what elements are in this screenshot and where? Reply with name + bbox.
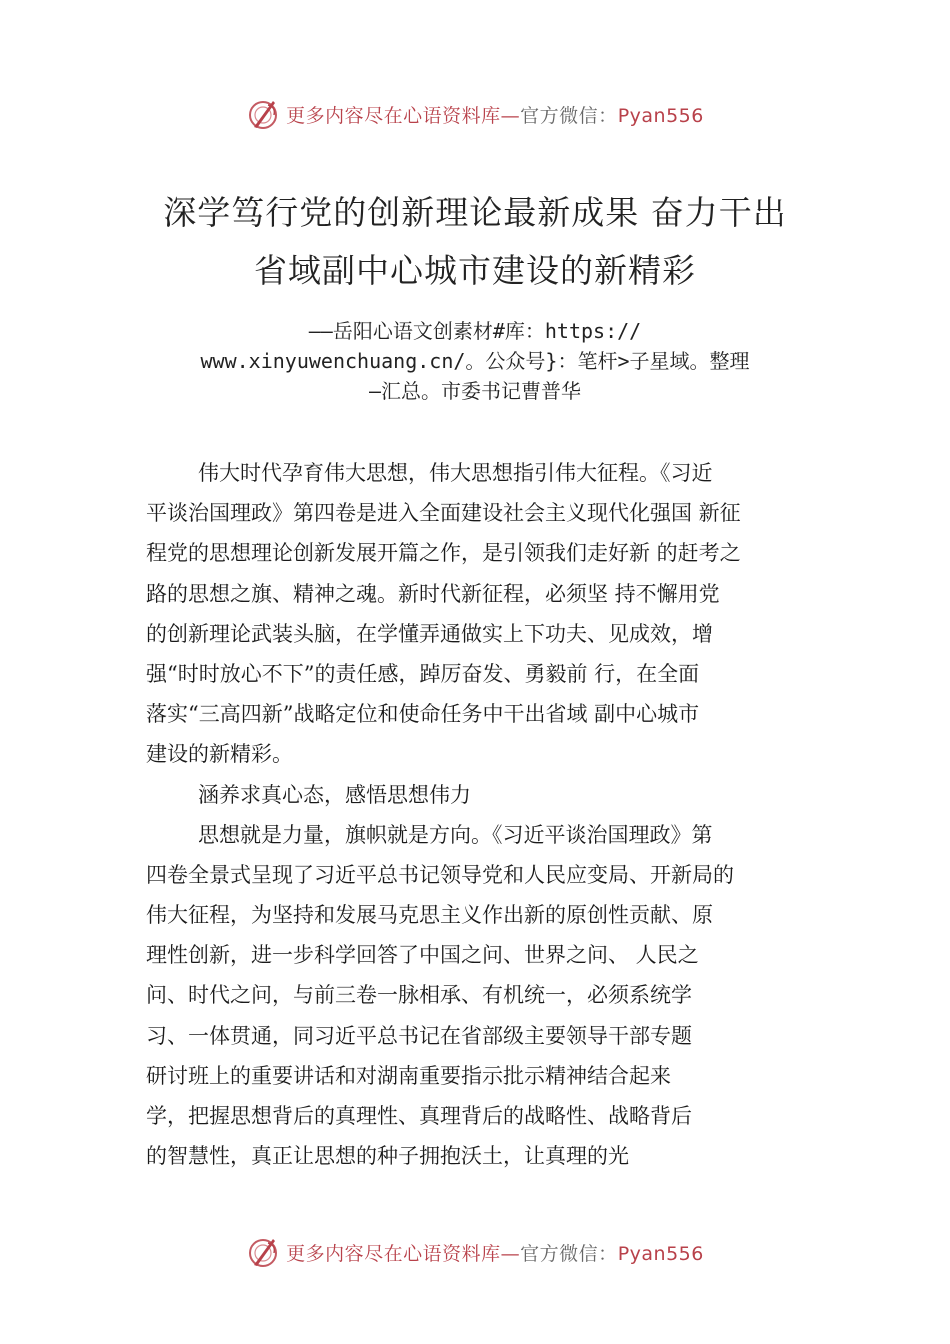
body-line: 四卷全景式呈现了习近平总书记领导党和人民应变局、开新局的	[146, 862, 734, 887]
body-line: 思想就是力量，旗帜就是方向。《习近平谈治国理政》第	[198, 822, 713, 847]
body-line: 建设的新精彩。	[146, 742, 293, 767]
watermark-banner-top	[0, 94, 950, 134]
document-title	[0, 184, 950, 300]
byline-line: —汇总。市委书记曹普华	[368, 379, 582, 403]
quill-logo-icon	[246, 1235, 280, 1269]
body-line: 伟大时代孕育伟大思想，伟大思想指引伟大征程。《习近	[198, 461, 713, 485]
body-line: 的创新理论武装头脑，在学懂弄通做实上下功夫、见成效，增	[146, 621, 713, 646]
title-line: 深学笃行党的创新理论最新成果 奋力干出	[163, 193, 787, 232]
quill-logo-icon	[246, 97, 280, 131]
document-body	[146, 453, 836, 1176]
section-heading: 涵养求真心态，感悟思想伟力	[198, 782, 471, 807]
body-line: 平谈治国理政》第四卷是进入全面建设社会主义现代化强国 新征	[146, 501, 741, 526]
body-line: 研讨班上的重要讲话和对湖南重要指示批示精神结合起来	[146, 1063, 671, 1088]
watermark-text: 更多内容尽在心语资料库—官方微信：Pyan556	[286, 1242, 704, 1265]
body-line: 程党的思想理论创新发展开篇之作，是引领我们走好新 的赶考之	[146, 541, 741, 566]
document-byline	[120, 316, 830, 406]
body-line: 问、时代之问，与前三卷一脉相承、有机统一，必须系统学	[146, 983, 692, 1008]
body-line: 理性创新，进一步科学回答了中国之问、世界之问、 人民之	[146, 943, 699, 968]
body-line: 路的思想之旗、精神之魂。新时代新征程，必须坚 持不懈用党	[146, 581, 720, 606]
watermark-banner-bottom	[0, 1232, 950, 1272]
body-line: 落实“三高四新”战略定位和使命任务中干出省域 副中心城市	[146, 702, 700, 727]
watermark-text: 更多内容尽在心语资料库—官方微信：Pyan556	[286, 104, 704, 127]
body-line: 习、一体贯通，同习近平总书记在省部级主要领导干部专题	[146, 1023, 692, 1048]
body-line: 伟大征程，为坚持和发展马克思主义作出新的原创性贡献、原	[146, 903, 713, 928]
body-line: 学，把握思想背后的真理性、真理背后的战略性、战略背后	[146, 1104, 692, 1128]
byline-line: www.xinyuwenchuang.cn/。公众号}：笔杆>子星域。整理	[200, 349, 750, 373]
body-line: 强“时时放心不下”的责任感，踔厉奋发、勇毅前 行，在全面	[146, 661, 700, 686]
body-line: 的智慧性，真正让思想的种子拥抱沃土，让真理的光	[146, 1144, 629, 1169]
title-line: 省域副中心城市建设的新精彩	[254, 251, 696, 290]
byline-line: ——岳阳心语文创素材#库：https://	[308, 319, 642, 343]
